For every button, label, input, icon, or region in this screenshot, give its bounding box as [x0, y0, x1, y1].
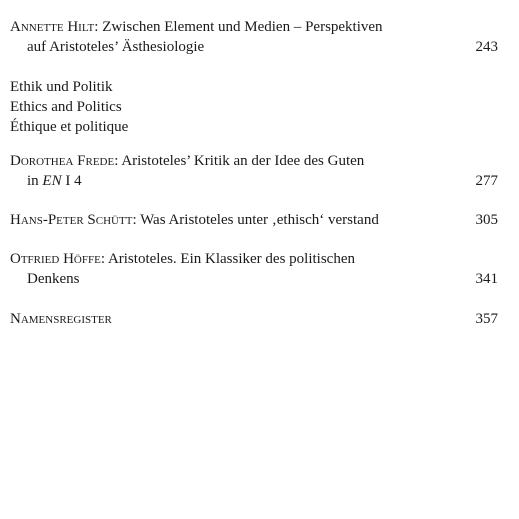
- toc-entry-hoeffe: [10, 249, 498, 289]
- page-number: 305: [475, 212, 498, 228]
- index-heading: Namensregister: [10, 311, 112, 327]
- toc-entry-index: [10, 309, 498, 329]
- separator: :: [100, 251, 105, 267]
- toc-entry-title-line: [10, 210, 498, 230]
- toc-entry-title-line: [10, 151, 498, 171]
- separator: :: [94, 19, 99, 35]
- page-number: 243: [475, 39, 498, 55]
- section-heading: [10, 77, 128, 137]
- toc-entry-title-continuation: in EN I 4: [27, 173, 82, 189]
- section-heading-de: Ethik und Politik: [10, 79, 113, 95]
- entry-title: Aristoteles. Ein Klassiker des politischen: [107, 251, 355, 267]
- entry-title: Was Aristoteles unter ‚ethisch‘ verstand: [140, 212, 379, 228]
- toc-entry-title-continuation: auf Aristoteles’ Ästhesiologie: [27, 39, 205, 55]
- section-heading-en: Ethics and Politics: [10, 99, 122, 115]
- entry-title-rest: I 4: [65, 173, 82, 189]
- toc-entry-title-line: [10, 17, 498, 37]
- author-name: Otfried Höffe: [10, 251, 101, 267]
- page-number: 341: [475, 271, 498, 287]
- author-name: Annette Hilt: [10, 19, 95, 35]
- toc-entry-title-line: [10, 249, 498, 269]
- author-name: Dorothea Frede: [10, 153, 115, 169]
- toc-entry-frede: [10, 151, 498, 191]
- section-heading-fr: Éthique et politique: [10, 119, 129, 135]
- page-number: 277: [475, 173, 498, 189]
- separator: :: [114, 153, 119, 169]
- toc-entry-hilt: [10, 17, 498, 57]
- author-name: Hans-Peter Schütt: [10, 212, 133, 228]
- page-number: 357: [475, 311, 498, 327]
- toc-entry-schuett: [10, 210, 498, 230]
- entry-title-italic: EN: [42, 173, 62, 189]
- separator: :: [132, 212, 137, 228]
- entry-title: Zwischen Element und Medien – Perspektiven: [102, 19, 383, 35]
- entry-title: Aristoteles’ Kritik an der Idee des Guten: [121, 153, 365, 169]
- toc-entry-title-continuation: Denkens: [27, 271, 80, 287]
